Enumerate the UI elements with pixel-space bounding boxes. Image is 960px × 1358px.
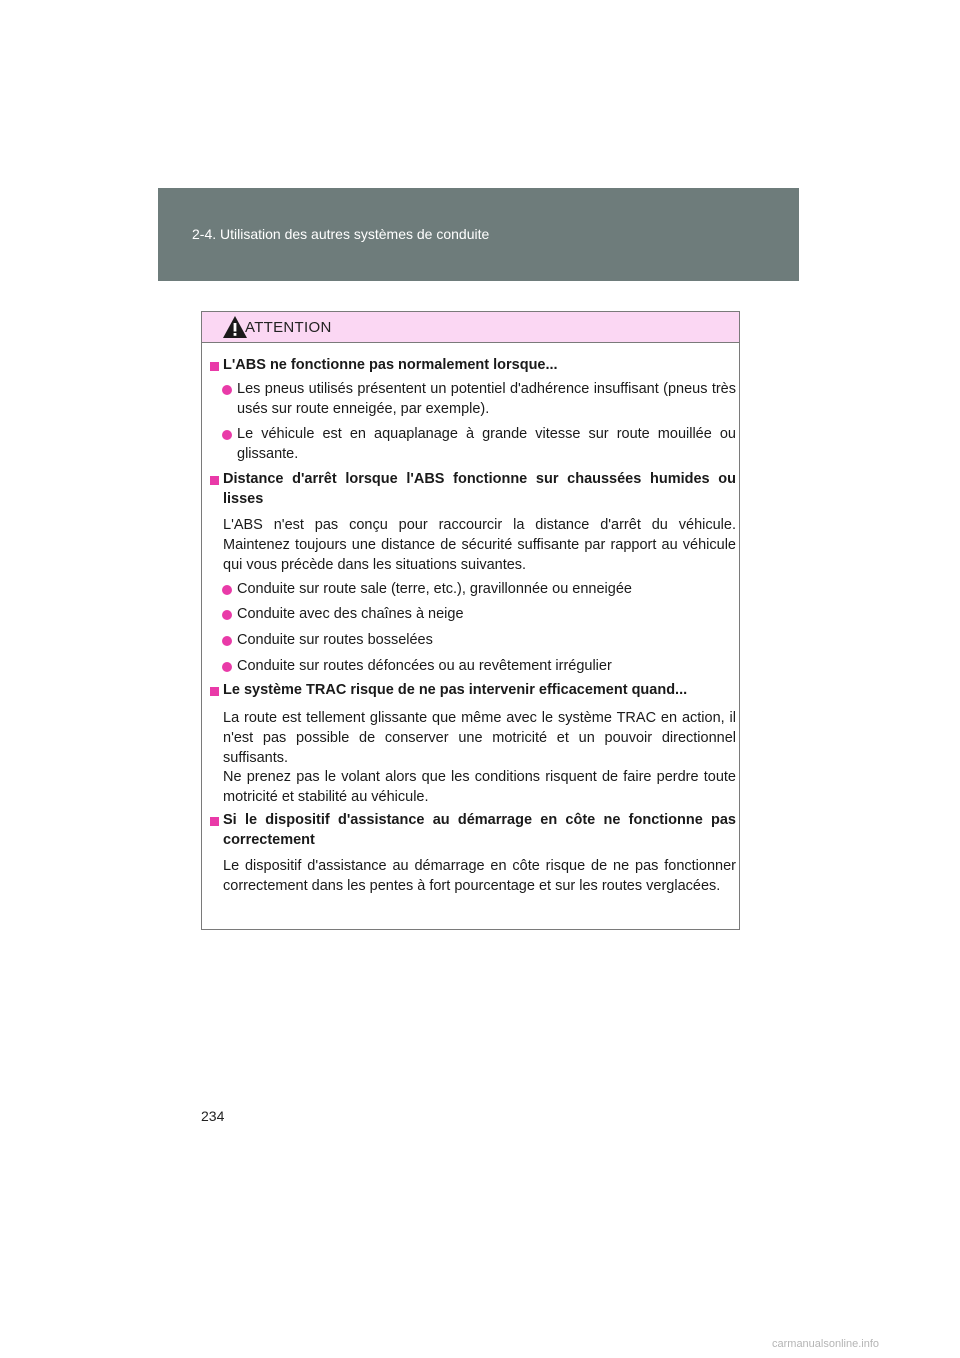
section-marker <box>210 817 219 826</box>
section-heading: Si le dispositif d'assistance au démarrage en côte ne fonctionne pas correctement <box>223 812 736 848</box>
section-paragraph: L'ABS n'est pas conçu pour raccourcir la distance d'arrêt du véhicule. Maintenez toujours une distance de sécurité suffisante par rapport au véhicule qui vous précède dans les situations suivantes. <box>223 517 736 573</box>
section-paragraph: Ne prenez pas le volant alors que les conditions risquent de faire perdre toute motricité et stabilité au véhicule. <box>223 769 736 805</box>
bullet-dot <box>222 610 232 620</box>
section-paragraph: La route est tellement glissante que même avec le système TRAC en action, il n'est pas possible de conserver une motricité et un pouvoir directionnel suffisants. <box>223 710 736 766</box>
watermark: carmanualsonline.info <box>772 1338 880 1350</box>
section-marker <box>210 687 219 696</box>
bullet-text: Les pneus utilisés présentent un potentiel d'adhérence insuffisant (pneus très usés sur route enneigée, par exemple). <box>237 381 736 417</box>
attention-box <box>201 311 740 930</box>
bullet-dot <box>222 385 232 395</box>
section-title: 2-4. Utilisation des autres systèmes de conduite <box>192 226 490 242</box>
section-heading: Distance d'arrêt lorsque l'ABS fonctionne sur chaussées humides ou lisses <box>223 471 736 507</box>
section-paragraph: Le dispositif d'assistance au démarrage en côte risque de ne pas fonctionner correctement dans les pentes à fort pourcentage et sur les routes verglacées. <box>223 858 736 894</box>
bullet-dot <box>222 430 232 440</box>
attention-label: ATTENTION <box>245 319 332 336</box>
section-heading: L'ABS ne fonctionne pas normalement lorsque... <box>223 357 558 373</box>
bullet-text: Conduite sur routes bosselées <box>237 632 433 648</box>
page-number: 234 <box>201 1108 225 1124</box>
bullet-text: Conduite sur route sale (terre, etc.), gravillonnée ou enneigée <box>237 581 632 597</box>
bullet-dot <box>222 585 232 595</box>
bullet-text: Conduite sur routes défoncées ou au revêtement irrégulier <box>237 658 612 674</box>
bullet-dot <box>222 662 232 672</box>
bullet-dot <box>222 636 232 646</box>
bullet-text: Le véhicule est en aquaplanage à grande vitesse sur route mouillée ou glissante. <box>237 426 736 462</box>
section-header-band <box>158 188 799 281</box>
section-heading: Le système TRAC risque de ne pas intervenir efficacement quand... <box>223 682 688 698</box>
section-marker <box>210 362 219 371</box>
bullet-text: Conduite avec des chaînes à neige <box>237 606 464 622</box>
section-marker <box>210 476 219 485</box>
attention-header <box>202 312 739 343</box>
